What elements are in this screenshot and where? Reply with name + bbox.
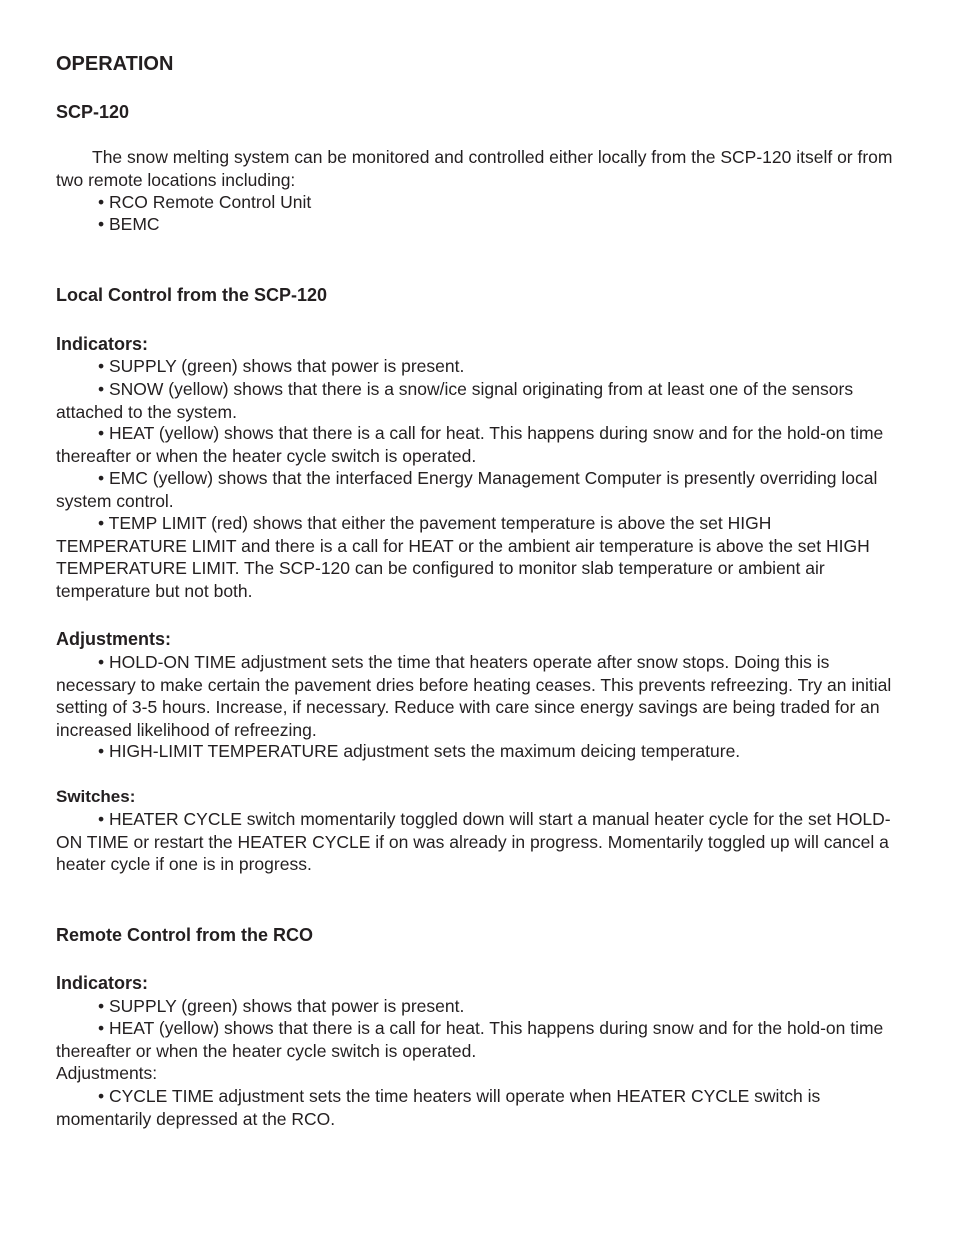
intro-paragraph: The snow melting system can be monitored and controlled either locally from the SCP-120 itself or from two remote locations including: <box>56 147 893 190</box>
local-control-heading: Local Control from the SCP-120 <box>56 285 328 305</box>
local-indicator-snow: • SNOW (yellow) shows that there is a snow/ice signal originating from at least one of the sensors attached to the system. <box>56 379 854 422</box>
page-title: OPERATION <box>56 53 174 75</box>
intro-item-rco: • RCO Remote Control Unit <box>98 192 312 212</box>
remote-indicator-heat: • HEAT (yellow) shows that there is a call for heat. This happens during snow and for the hold-on time thereafter or when the heater cycle switch is operated. <box>56 1018 884 1061</box>
local-indicator-supply: • SUPPLY (green) shows that power is present. <box>98 356 465 376</box>
remote-control-heading: Remote Control from the RCO <box>56 925 314 945</box>
remote-adjustment-cycle-time: • CYCLE TIME adjustment sets the time heaters will operate when HEATER CYCLE switch is momentarily depressed at the RCO. <box>56 1086 821 1129</box>
local-adjustment-hold-on: • HOLD-ON TIME adjustment sets the time that heaters operate after snow stops. Doing this is necessary to make certain the pavement dries before heating ceases. This prevents refreezing. Try an initial setting of 3-5 hours. Increase, if necessary. Reduce with care since energy savings are being traded for an increased likelihood of refreezing. <box>56 652 892 740</box>
local-indicators-heading: Indicators: <box>56 334 149 354</box>
local-indicator-heat: • HEAT (yellow) shows that there is a call for heat. This happens during snow and for the hold-on time thereafter or when the heater cycle switch is operated. <box>56 423 884 466</box>
section-subtitle: SCP-120 <box>56 102 130 122</box>
local-indicator-temp-limit: • TEMP LIMIT (red) shows that either the pavement temperature is above the set HIGH TEMPERATURE LIMIT and there is a call for HEAT or the ambient air temperature is above the set HIGH TEMPERATURE LIMIT. The SCP-120 can be configured to monitor slab temperature or ambient air temperature but not both. <box>56 513 870 601</box>
local-adjustment-high-limit: • HIGH-LIMIT TEMPERATURE adjustment sets the maximum deicing temperature. <box>98 741 741 761</box>
local-switches-heading: Switches: <box>56 787 136 806</box>
remote-indicator-supply: • SUPPLY (green) shows that power is present. <box>98 996 465 1016</box>
remote-adjustments-label: Adjustments: <box>56 1063 158 1083</box>
local-adjustments-heading: Adjustments: <box>56 629 172 649</box>
local-switch-heater-cycle: • HEATER CYCLE switch momentarily toggled down will start a manual heater cycle for the set HOLD-ON TIME or restart the HEATER CYCLE if on was already in progress. Momentarily toggled up will cancel a heater cycle if one is in progress. <box>56 809 891 874</box>
intro-item-bemc: • BEMC <box>98 214 160 234</box>
local-indicator-emc: • EMC (yellow) shows that the interfaced Energy Management Computer is presently overriding local system control. <box>56 468 878 511</box>
remote-indicators-heading: Indicators: <box>56 973 149 993</box>
